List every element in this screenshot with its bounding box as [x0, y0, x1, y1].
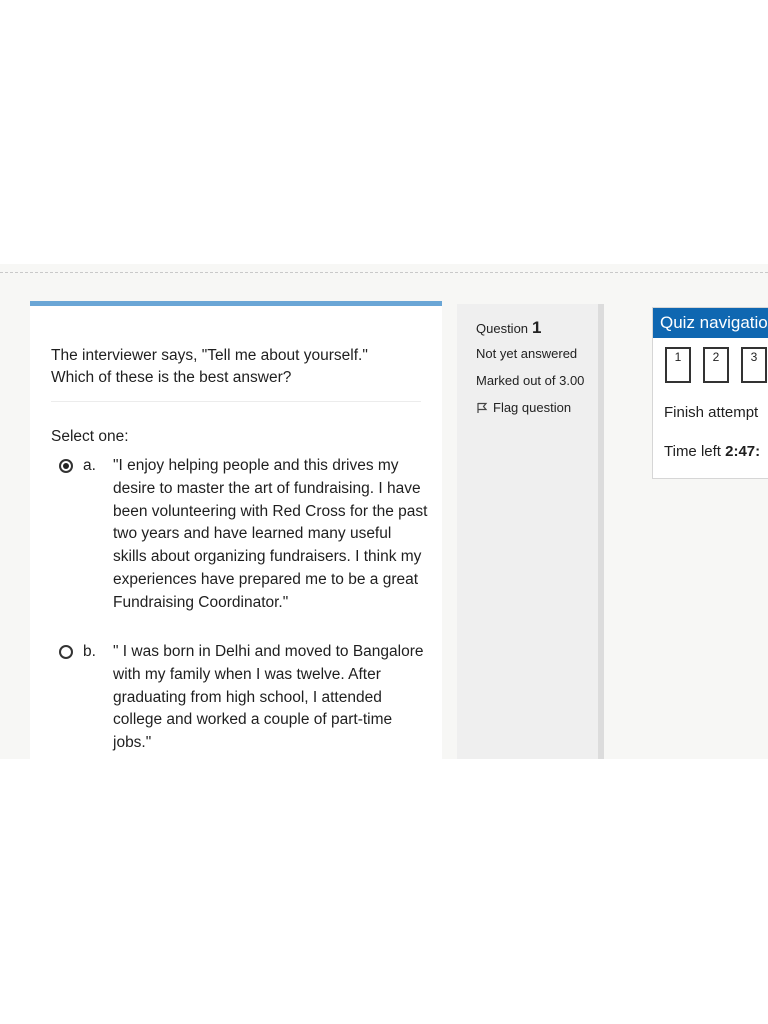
question-number: 1	[532, 318, 542, 337]
nav-question-1-button[interactable]: 1	[665, 347, 691, 383]
page-top-divider	[0, 272, 768, 273]
option-text-b[interactable]: " I was born in Delhi and moved to Bangalore with my family when I was twelve. After graduating from high school, I attended college and worked a couple of part-time jobs."	[113, 643, 424, 752]
nav-question-2-button[interactable]: 2	[703, 347, 729, 383]
option-letter-b: b.	[83, 643, 96, 660]
quiz-navigation-title: Quiz navigatio	[653, 308, 768, 338]
flag-question-link[interactable]	[476, 400, 571, 415]
flag-question-label[interactable]: Flag question	[493, 400, 572, 415]
prompt-line-1: The interviewer says, "Tell me about yourself."	[51, 347, 368, 364]
radio-a-selected[interactable]	[59, 459, 73, 473]
radio-b[interactable]	[59, 645, 73, 659]
question-number-label	[476, 318, 542, 338]
time-left	[664, 443, 760, 460]
question-card	[30, 301, 442, 759]
time-left-label: Time left	[664, 443, 721, 460]
prompt-line-2: Which of these is the best answer?	[51, 369, 292, 386]
question-word: Question	[476, 321, 529, 336]
select-one-label: Select one:	[51, 428, 129, 445]
answer-status: Not yet answered	[476, 346, 578, 361]
finish-attempt-link[interactable]: Finish attempt	[664, 404, 759, 421]
option-letter-a: a.	[83, 457, 96, 474]
marks-info: Marked out of 3.00	[476, 373, 585, 388]
prompt-divider	[51, 401, 421, 402]
question-info-panel	[457, 304, 604, 759]
quiz-navigation-panel	[652, 307, 768, 479]
time-left-value: 2:47:	[725, 443, 761, 460]
option-text-a[interactable]: "I enjoy helping people and this drives my desire to master the art of fundraising. I have been volunteering with Red Cross for the past two years and have learned many useful skills about organizing fundraisers. I think my experiences have prepared me to be a great Fundraising Coordinator."	[113, 457, 428, 611]
question-prompt	[51, 345, 411, 389]
nav-question-3-button[interactable]: 3	[741, 347, 767, 383]
quiz-screen	[0, 264, 768, 759]
flag-icon	[476, 402, 488, 414]
